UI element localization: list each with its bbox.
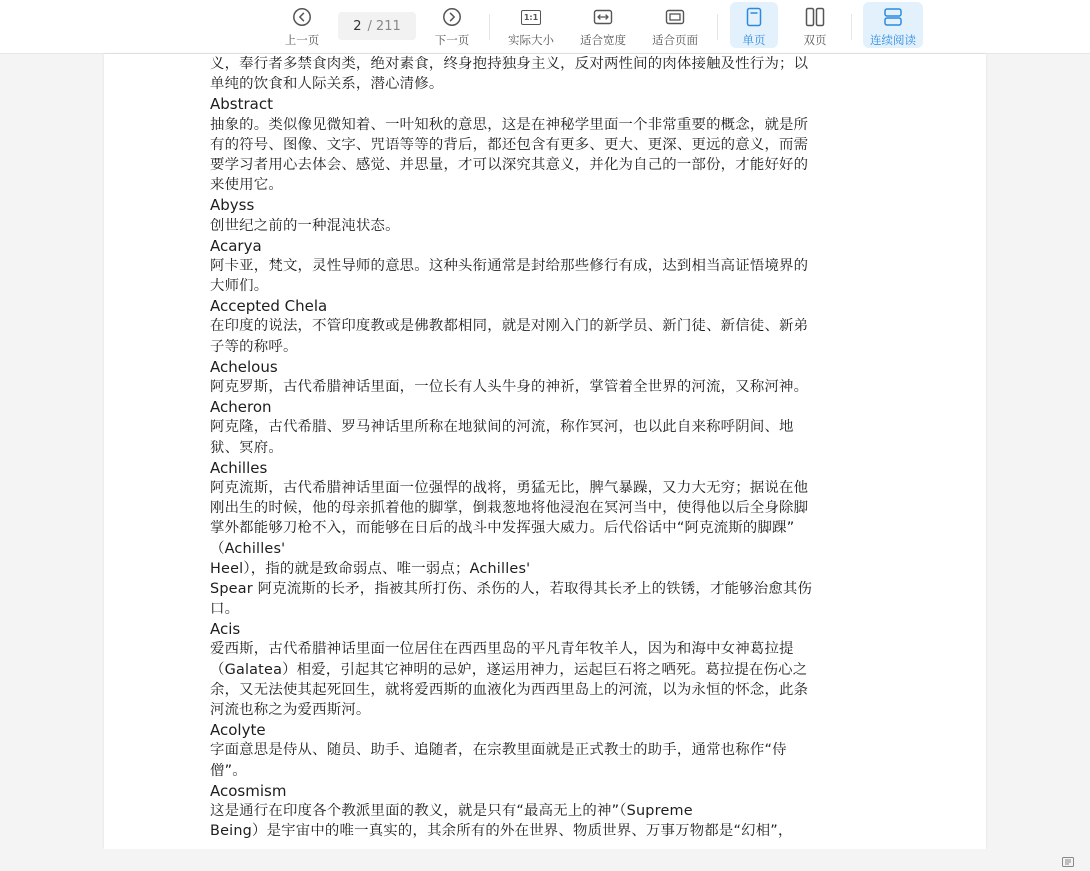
single-page-label: 单页 xyxy=(742,33,766,47)
next-page-label: 下一页 xyxy=(434,33,470,47)
double-page-button[interactable] xyxy=(792,2,838,48)
document-text xyxy=(210,54,880,841)
entry-heading: Abyss xyxy=(210,196,255,215)
fit-width-icon xyxy=(593,6,613,28)
text-line: Heel），指的就是致命弱点、唯一弱点；Achilles' xyxy=(210,560,531,577)
fit-page-icon xyxy=(665,6,685,28)
text-line: Being）是宇宙中的唯一真实的，其余所有的外在世界、物质世界、万事万物都是“幻相”， xyxy=(210,823,793,840)
text-line: 余，又无法使其起死回生，就将爱西斯的血液化为西西里岛上的河流，以为永恒的怀念，此条 xyxy=(210,681,809,698)
prev-page-label: 上一页 xyxy=(284,33,320,47)
text-line: 字面意思是侍从、随员、助手、追随者，在宗教里面就是正式教士的助手，通常也称作“侍 xyxy=(210,742,787,759)
entry-heading: Acheron xyxy=(210,398,272,417)
text-line: 单纯的饮食和人际关系，潜心清修。 xyxy=(210,76,444,93)
text-line: 僧”。 xyxy=(210,762,247,779)
text-line: 创世纪之前的一种混沌状态。 xyxy=(210,217,400,234)
entry-heading: Acolyte xyxy=(210,721,266,740)
text-line: （Galatea）相爱，引起其它神明的忌妒，遂运用神力，运起巨石将之哂死。葛拉提在伤心之 xyxy=(210,661,808,678)
double-page-icon xyxy=(805,6,825,28)
actual-size-icon-text: 1:1 xyxy=(521,10,541,25)
continuous-read-icon xyxy=(883,6,903,28)
text-line: 来使用它。 xyxy=(210,177,283,194)
text-line: 有的符号、图像、文字、咒语等等的背后，都还包含有更多、更大、更深、更远的意义，而需 xyxy=(210,136,809,153)
text-line: 要学习者用心去体会、感觉、并思量，才可以深究其意义，并化为自己的一部份，才能好好的 xyxy=(210,156,809,173)
chevron-right-circle-icon xyxy=(442,6,462,28)
text-line: 义，奉行者多禁食肉类，绝对素食，终身抱持独身主义，反对两性间的肉体接触及性行为；以 xyxy=(210,56,809,72)
chevron-left-circle-icon xyxy=(292,6,312,28)
actual-size-icon xyxy=(521,6,541,28)
text-line: 子等的称呼。 xyxy=(210,338,298,355)
text-line: 阿克隆，古代希腊、罗马神话里所称在地狱间的河流，称作冥河，也以此自来称呼阴间、地 xyxy=(210,419,794,436)
current-page-input[interactable]: 2 xyxy=(353,18,362,34)
continuous-read-button[interactable] xyxy=(863,2,923,48)
actual-size-label: 实际大小 xyxy=(508,33,554,47)
fit-width-button[interactable] xyxy=(576,2,630,48)
entry-heading: Achelous xyxy=(210,357,278,376)
entry-heading: Accepted Chela xyxy=(210,297,328,316)
prev-page-button[interactable] xyxy=(280,2,324,48)
text-line: 掌外都能够刀枪不入，而能够在日后的战斗中发挥强大威力。后代俗话中“阿克流斯的脚踝” xyxy=(210,520,795,537)
text-line: 阿卡亚，梵文，灵性导师的意思。这种头衔通常是封给那些修行有成，达到相当高证悟境界的 xyxy=(210,257,809,274)
reader-toolbar xyxy=(0,0,1090,54)
text-line: 阿克流斯，古代希腊神话里面一位强悍的战将，勇猛无比，脾气暴躁，又力大无穷；据说在他 xyxy=(210,479,809,496)
bottom-bar xyxy=(0,849,1090,861)
text-line: 这是通行在印度各个教派里面的教义，就是只有“最高无上的神”（Supreme xyxy=(210,802,693,819)
text-line: 口。 xyxy=(210,601,240,618)
text-line: （Achilles' xyxy=(210,540,286,557)
entry-heading: Abstract xyxy=(210,95,273,114)
toolbar-divider xyxy=(851,14,852,40)
text-line: 河流也称之为爱西斯河。 xyxy=(210,702,371,718)
text-line: Spear 阿克流斯的长矛，指被其所打伤、杀伤的人，若取得其长矛上的铁锈，才能够治愈其伤 xyxy=(210,580,813,597)
page-number-box[interactable] xyxy=(338,12,416,40)
toolbar-divider xyxy=(717,14,718,40)
toolbar-divider xyxy=(489,14,490,40)
document-page xyxy=(104,54,986,849)
continuous-read-label: 连续阅读 xyxy=(870,33,916,47)
text-line: 阿克罗斯，古代希腊神话里面，一位长有人头牛身的神祈，掌管着全世界的河流，又称河神。 xyxy=(210,379,809,395)
text-line: 狱、冥府。 xyxy=(210,439,283,456)
single-page-icon xyxy=(746,6,762,28)
entry-heading: Acosmism xyxy=(210,781,287,800)
fit-width-label: 适合宽度 xyxy=(580,33,626,47)
page-separator: / xyxy=(367,18,372,34)
fit-page-button[interactable] xyxy=(648,2,702,48)
single-page-button[interactable] xyxy=(730,2,778,48)
text-line: 抽象的。类似像见微知着、一叶知秋的意思，这是在神秘学里面一个非常重要的概念，就是所 xyxy=(210,116,809,133)
fit-page-label: 适合页面 xyxy=(652,33,698,47)
entry-heading: Achilles xyxy=(210,458,268,477)
entry-heading: Acarya xyxy=(210,236,262,255)
text-line: 在印度的说法，不管印度教或是佛教都相同，就是对刚入门的新学员、新门徒、新信徒、新弟 xyxy=(210,318,809,335)
next-page-button[interactable] xyxy=(430,2,474,48)
actual-size-button[interactable] xyxy=(504,2,558,48)
entry-heading: Acis xyxy=(210,620,241,639)
text-line: 爱西斯，古代希腊神话里面一位居住在西西里岛的平凡青年牧羊人，因为和海中女神葛拉提 xyxy=(210,641,794,658)
text-line: 大师们。 xyxy=(210,278,269,295)
total-pages: 211 xyxy=(375,18,401,34)
double-page-label: 双页 xyxy=(803,33,827,47)
text-line: 刚出生的时候，他的母亲抓着他的脚掌，倒栽葱地将他浸泡在冥河当中，使得他以后全身除脚 xyxy=(210,500,809,517)
page-thumbnail-icon[interactable] xyxy=(1062,852,1074,871)
